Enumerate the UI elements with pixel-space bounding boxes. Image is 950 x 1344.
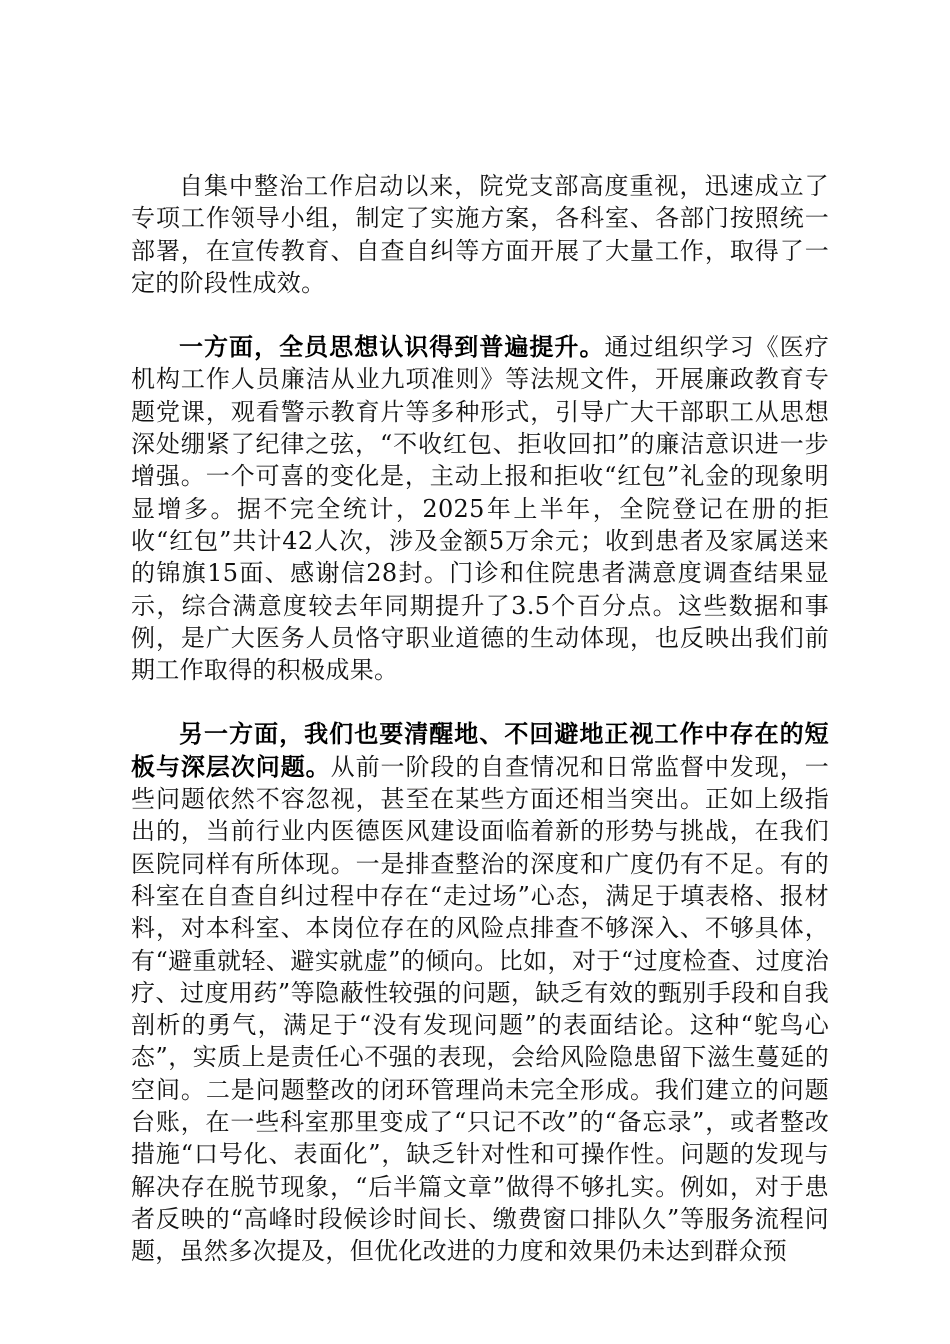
paragraph-text: 从前一阶段的自查情况和日常监督中发现，一些问题依然不容忽视，甚至在某些方面还相当突出。正如上级指出的，当前行业内医德医风建设面临着新的形势与挑战，在我们医院同样有所体现。一是排查整治的深度和广度仍有不足。有的科室在自查自纠过程中存在“走过场”心态，满足于填表格、报材料，对本科室、本岗位存在的风险点排查不够深入、不够具体，有“避重就轻、避实就虚”的倾向。比如，对于“过度检查、过度治疗、过度用药”等隐蔽性较强的问题，缺乏有效的甄别手段和自我剖析的勇气，满足于“没有发现问题”的表面结论。这种“鸵鸟心态”，实质上是责任心不强的表现，会给风险隐患留下滋生蔓延的空间。二是问题整改的闭环管理尚未完全形成。我们建立的问题台账，在一些科室那里变成了“只记不改”的“备忘录”，或者整改措施“口号化、表面化”，缺乏针对性和可操作性。问题的发现与解决存在脱节现象，“后半篇文章”做得不够扎实。例如，对于患者反映的“高峰时段候诊时间长、缴费窗口排队久”等服务流程问题，虽然多次提及，但优化改进的力度和效果仍未达到群众预 (131, 752, 830, 1266)
paragraph-achievements (131, 331, 829, 686)
paragraph-intro (131, 170, 829, 299)
paragraph-lead: 另一方面，我们也要清醒地、不回避地正视工作中存在的短板与深层次问题。 (131, 719, 829, 781)
paragraph-lead: 一方面，全员思想认识得到普遍提升。 (179, 332, 605, 362)
paragraph-problems (131, 718, 829, 1267)
paragraph-text: 自集中整治工作启动以来，院党支部高度重视，迅速成立了专项工作领导小组，制定了实施方案，各科室、各部门按照统一部署，在宣传教育、自查自纠等方面开展了大量工作，取得了一定的阶段性成效。 (131, 172, 829, 297)
document-body (131, 170, 829, 1300)
paragraph-text: 通过组织学习《医疗机构工作人员廉洁从业九项准则》等法规文件，开展廉政教育专题党课，观看警示教育片等多种形式，引导广大干部职工从思想深处绷紧了纪律之弦，“不收红包、拒收回扣”的廉洁意识进一步增强。一个可喜的变化是，主动上报和拒收“红包”礼金的现象明显增多。据不完全统计，2025年上半年，全院登记在册的拒收“红包”共计42人次，涉及金额5万余元；收到患者及家属送来的锦旗15面、感谢信28封。门诊和住院患者满意度调查结果显示，综合满意度较去年同期提升了3.5个百分点。这些数据和事例，是广大医务人员恪守职业道德的生动体现，也反映出我们前期工作取得的积极成果。 (131, 333, 829, 685)
